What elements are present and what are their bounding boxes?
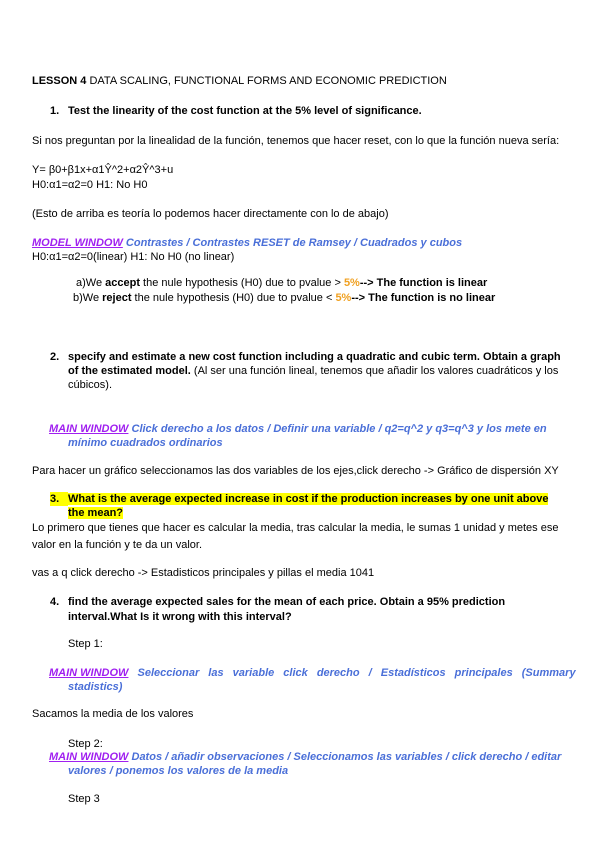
option-a-middle: the nule hypothesis (H0) due to pvalue > [140,277,344,289]
question-4 [50,595,505,609]
question-2-line-2 [68,364,558,378]
question-1-number: 1. [50,105,60,117]
q1-intro: Si nos preguntan por la linealidad de la función, tenemos que hacer reset, con lo que la función nueva sería: [32,135,560,147]
question-3-number: 3. [50,492,68,506]
option-a-conclusion: The function is linear [376,277,488,289]
q1-option-a [76,276,487,290]
question-4-line-1: find the average expected sales for the mean of each price. Obtain a 95% prediction [68,596,506,608]
option-b-prefix: b)We [73,292,103,304]
q1-model-window-line [32,236,462,250]
page-title [32,74,447,88]
main-window-link-3[interactable]: MAIN WINDOW [49,751,129,763]
q3-paragraph-2: valor en la función y te da un valor. [32,539,202,551]
option-a-prefix: a)We [76,277,106,289]
q4-main-window-line-1 [49,666,576,680]
step-3-label: Step 3 [68,793,100,805]
q3-paragraph-1: Lo primero que tienes que hacer es calcular la media, tras calcular la media, le sumas 1 unidad y metes ese [32,522,559,534]
option-b-conclusion: The function is no linear [368,292,496,304]
question-4-number: 4. [50,596,60,608]
question-1-text: Test the linearity of the cost function at the 5% level of significance. [68,105,422,117]
q3-paragraph-3: vas a q click derecho -> Estadisticos principales y pillas el media 1041 [32,567,375,579]
option-a-arrow: --> [359,277,377,289]
q2-graph-instructions: Para hacer un gráfico seleccionamos las dos variables de los ejes,click derecho -> Gráfico de dispersión XY [32,465,559,477]
q1-hypothesis: H0:α1=α2=0 H1: No H0 [32,179,148,191]
question-3-line-1: What is the average expected increase in cost if the production increases by one unit above [68,493,549,505]
main-window-path-1: Click derecho a los datos / Definir una variable / q2=q^2 y q3=q^3 y los mete en [128,423,547,435]
q1-option-b [73,291,495,305]
option-b-arrow: --> [351,292,369,304]
question-3-line-2 [68,506,123,520]
q1-equation: Y= β0+β1x+α1Ŷ^2+α2Ŷ^3+u [32,164,174,176]
option-b-middle: the nule hypothesis (H0) due to pvalue < [131,292,336,304]
main-window-path-3: Datos / añadir observaciones / Seleccionamos las variables / click derecho / editar [128,751,562,763]
question-3-line-2-text: the mean? [68,507,124,519]
option-a-verb: accept [105,277,140,289]
option-b-percent: 5% [335,292,352,304]
q1-hypothesis-linear: H0:α1=α2=0(linear) H1: No H0 (no linear) [32,251,235,263]
title-lesson: LESSON 4 [32,75,87,87]
step-2-label: Step 2: [68,738,103,750]
model-window-path: Contrastes / Contrastes RESET de Ramsey / Cuadrados y cubos [122,237,463,249]
option-b-verb: reject [102,292,132,304]
main-window-link-1[interactable]: MAIN WINDOW [49,423,129,435]
main-window-path-3-cont: valores / ponemos los valores de la media [68,765,289,777]
question-2-line-3: cúbicos). [68,379,113,391]
option-a-percent: 5% [343,277,360,289]
title-text: DATA SCALING, FUNCTIONAL FORMS AND ECONOMIC PREDICTION [86,75,447,87]
q4-main-window-line-2 [49,750,561,764]
question-2-number: 2. [50,351,60,363]
question-2-bold: of the estimated model. [68,365,191,377]
main-window-path-1-cont: mínimo cuadrados ordinarios [68,437,223,449]
question-2 [50,350,561,364]
question-4-line-2: interval.What Is it wrong with this interval? [68,611,292,623]
q4-sacamos: Sacamos la media de los valores [32,708,194,720]
main-window-link-2[interactable]: MAIN WINDOW [49,667,129,679]
step-1-label: Step 1: [68,638,103,650]
question-3 [50,492,548,506]
q2-main-window-line [49,422,547,436]
question-1 [50,104,422,118]
question-2-line-1: specify and estimate a new cost function including a quadratic and cubic term. Obtain a graph [68,351,561,363]
question-2-note: (Al ser una función lineal, tenemos que añadir los valores cuadráticos y los [190,365,559,377]
main-window-path-2: Seleccionar las variable click derecho / Estadísticos principales (Summary [128,667,576,679]
model-window-link[interactable]: MODEL WINDOW [32,237,123,249]
q1-note: (Esto de arriba es teoría lo podemos hacer directamente con lo de abajo) [32,208,389,220]
main-window-path-2-cont: stadistics) [68,681,123,693]
